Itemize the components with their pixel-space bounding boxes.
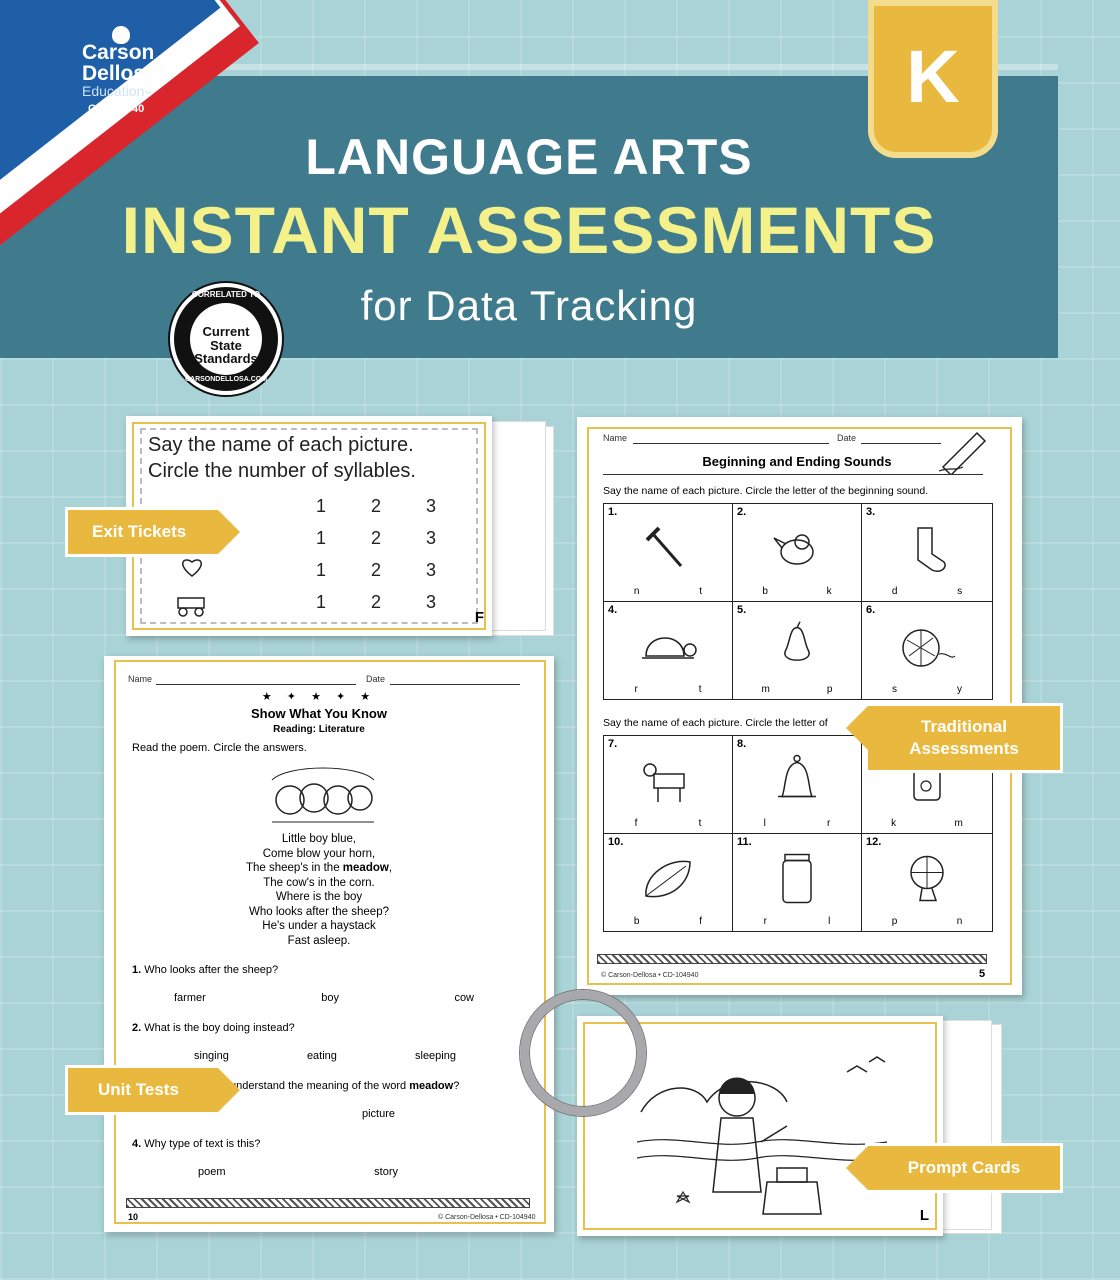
question-1-options: farmer boy cow (174, 992, 474, 1004)
name-line (156, 684, 356, 685)
unit-test-title: Show What You Know (250, 706, 387, 721)
worksheet-footer: © Carson-Dellosa • CD-104940 (601, 972, 699, 979)
product-code: CD-104940 (88, 103, 145, 115)
sock-icon (902, 524, 952, 574)
turtle-icon (638, 622, 698, 672)
exit-tickets-tag: Exit Tickets (68, 510, 218, 554)
nail-icon (643, 524, 693, 574)
subtitle: for Data Tracking (360, 282, 698, 329)
sound-cell: 3. d s (861, 503, 993, 602)
exit-ticket-letter: F (474, 609, 484, 626)
stars-decoration: ★ ✦ ★ ✦ ★ (261, 691, 377, 703)
standards-seal (170, 283, 282, 395)
unit-test-page-number: 10 (128, 1212, 139, 1222)
fan-icon (902, 850, 952, 906)
bird-icon (772, 524, 822, 574)
seal-center-text: Current State Standards (194, 324, 258, 367)
sound-cell: 2. b k (732, 503, 862, 602)
question-3-option: picture (362, 1108, 396, 1120)
exit-ticket-instructions: Say the name of each picture. Circle the number of syllables. (148, 434, 416, 482)
bell-icon (772, 752, 822, 808)
binder-ring (520, 990, 646, 1116)
syllable-row: 1 2 3 (316, 560, 436, 580)
yarn-ball-icon (897, 622, 957, 672)
unit-test-footer: © Carson-Dellosa • CD-104940 (438, 1214, 536, 1221)
leaf-icon (640, 854, 696, 904)
sound-cell: 8. l r (732, 735, 862, 834)
sound-cell: 7. f t (603, 735, 733, 834)
date-label: Date (366, 674, 386, 684)
question-2: 2. What is the boy doing instead? (132, 1022, 295, 1034)
prompt-cards-tag: Prompt Cards (868, 1146, 1060, 1190)
unit-test-subtitle: Reading: Literature (273, 724, 365, 735)
question-4: 4. Why type of text is this? (132, 1138, 261, 1150)
sound-cell: 10. b f (603, 833, 733, 932)
beach-girl-illustration-icon (637, 1042, 897, 1226)
sound-cell: 11. r l (732, 833, 862, 932)
worksheet-footer-bar (597, 954, 987, 964)
seal-bottom-text: CARSONDELLOSA.COM (184, 376, 268, 383)
goat-icon (640, 756, 696, 806)
poem: Little boy blue, Come blow your horn, The sheep's in the meadow, The cow's in the corn. Where is the boy Who looks after the sheep? He's under a haystack Fast asleep. (245, 833, 393, 947)
subject-title: LANGUAGE ARTS (305, 129, 753, 185)
syllable-row: 1 2 3 (316, 528, 436, 548)
sound-cell: 1. n t (603, 503, 733, 602)
jar-icon (777, 850, 817, 906)
sound-cell: 6. s y (861, 601, 993, 700)
main-title: INSTANT ASSESSMENTS (121, 193, 937, 267)
unit-test-instructions: Read the poem. Circle the answers. (132, 742, 307, 754)
sheep-illustration-icon (268, 760, 378, 830)
worksheet-instructions-1: Say the name of each picture. Circle the letter of the beginning sound. (603, 485, 929, 497)
question-3: understand the meaning of the word meadow? (230, 1080, 460, 1092)
question-1: 1. Who looks after the sheep? (132, 964, 279, 976)
unit-test-footer-bar (126, 1198, 530, 1208)
sound-cell: 5. m p (732, 601, 862, 700)
title-underline (603, 474, 983, 475)
worksheet-page-number: 5 (979, 968, 986, 980)
syllable-row: 1 2 3 (316, 592, 436, 612)
seal-inner (190, 303, 262, 375)
name-label: Name (603, 433, 628, 443)
unit-tests-tag: Unit Tests (68, 1068, 218, 1112)
traditional-assessments-tag: Traditional Assessments (868, 706, 1060, 770)
grade-letter: K (906, 35, 960, 118)
logo-line-1: Carson (82, 41, 155, 64)
date-line (390, 684, 520, 685)
question-2-options: singing eating sleeping (194, 1050, 456, 1062)
date-label: Date (837, 433, 857, 443)
sound-cell: 12. p n (861, 833, 993, 932)
sound-cell: 4. r t (603, 601, 733, 700)
name-label: Name (128, 674, 153, 684)
syllable-row: 1 2 3 (316, 496, 436, 516)
unit-test-worksheet (104, 656, 554, 1232)
seal-top-text: CORRELATED TO (191, 290, 261, 299)
worksheet-title: Beginning and Ending Sounds (702, 454, 892, 469)
name-line (633, 443, 829, 444)
logo-line-2: Dellosa (82, 62, 157, 85)
heart-wagon-pictures-icon (172, 556, 212, 620)
publisher-logo (82, 42, 157, 115)
syllable-rows (316, 496, 436, 624)
logo-line-3: Education™ (82, 83, 152, 99)
prompt-card-letter: L (919, 1207, 929, 1224)
question-4-options: poem story (198, 1166, 398, 1178)
date-line (861, 443, 941, 444)
worksheet-instructions-2: Say the name of each picture. Circle the letter of (603, 717, 828, 729)
pear-icon (772, 619, 822, 673)
sound-cell: k m (861, 735, 993, 834)
